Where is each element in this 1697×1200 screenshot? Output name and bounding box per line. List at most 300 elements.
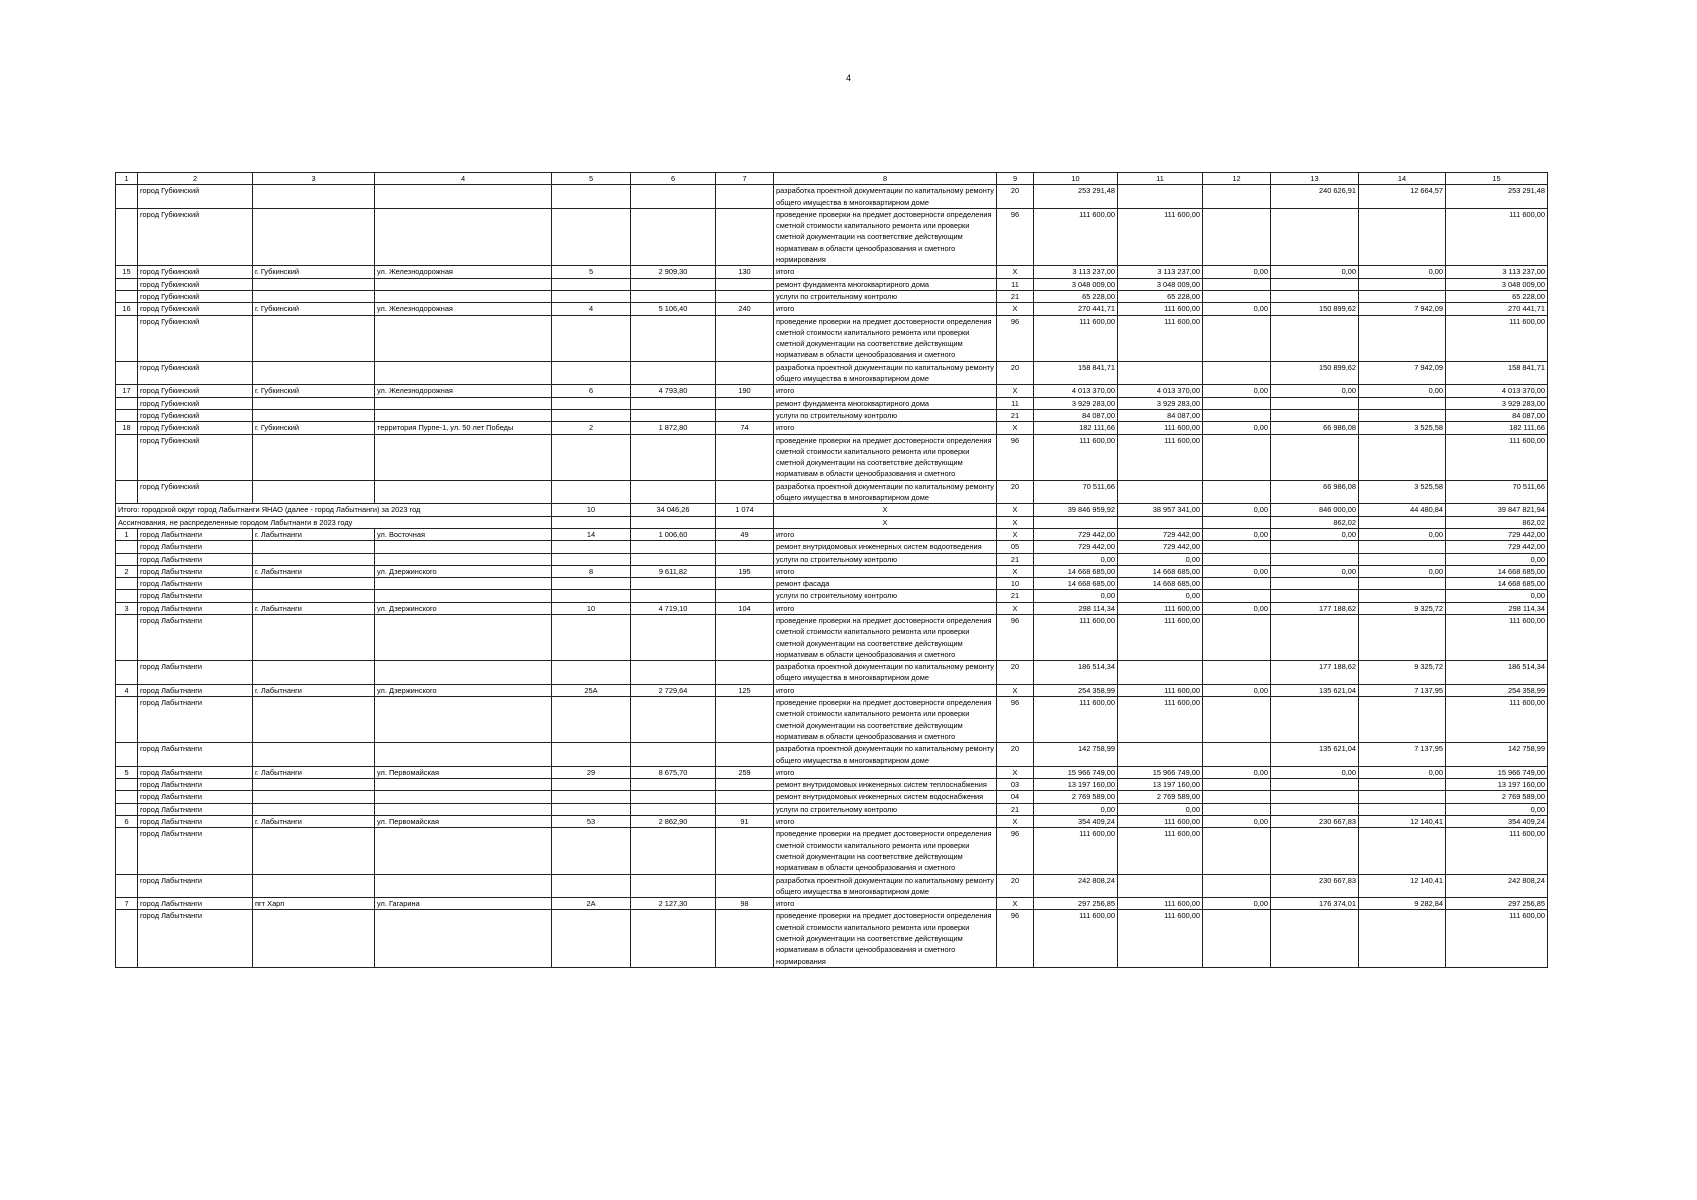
- table-cell: город Губкинский: [138, 480, 253, 504]
- table-cell: 7: [116, 898, 138, 910]
- table-cell: [253, 409, 375, 421]
- table-cell: город Губкинский: [138, 266, 253, 278]
- table-cell: [253, 779, 375, 791]
- table-cell: [253, 541, 375, 553]
- table-cell: 2 729,64: [631, 684, 716, 696]
- table-cell: 240: [716, 303, 774, 315]
- table-cell: [716, 697, 774, 743]
- table-cell: X: [997, 565, 1034, 577]
- table-cell: [1203, 743, 1271, 767]
- table-cell: [631, 578, 716, 590]
- table-cell: 3 525,58: [1359, 422, 1446, 434]
- table-cell: [1359, 697, 1446, 743]
- table-cell: город Лабытнанги: [138, 910, 253, 967]
- table-cell: [1359, 541, 1446, 553]
- table-cell: [1203, 803, 1271, 815]
- table-cell: 111 600,00: [1034, 315, 1118, 361]
- work-type-cell: проведение проверки на предмет достоверности определения сметной стоимости капитального ремонта или проверки сметной документации на соответствие действующим нормативам в области ценообразования и сметного: [774, 614, 997, 660]
- table-cell: 4 013 370,00: [1034, 385, 1118, 397]
- table-cell: 74: [716, 422, 774, 434]
- table-cell: [116, 697, 138, 743]
- table-cell: город Лабытнанги: [138, 590, 253, 602]
- table-cell: [631, 434, 716, 480]
- table-cell: 84 087,00: [1034, 409, 1118, 421]
- table-cell: [1359, 614, 1446, 660]
- table-cell: 195: [716, 565, 774, 577]
- table-cell: [1034, 516, 1118, 528]
- table-cell: 0,00: [1271, 385, 1359, 397]
- table-cell: [1203, 661, 1271, 685]
- column-header-1: 1: [116, 173, 138, 185]
- table-cell: [631, 409, 716, 421]
- table-cell: [253, 397, 375, 409]
- table-cell: 2 127,30: [631, 898, 716, 910]
- table-row: [116, 208, 1548, 265]
- table-cell: [716, 290, 774, 302]
- table-cell: 9 325,72: [1359, 602, 1446, 614]
- table-cell: 176 374,01: [1271, 898, 1359, 910]
- table-cell: 20: [997, 480, 1034, 504]
- table-cell: [116, 779, 138, 791]
- table-cell: 7 137,95: [1359, 684, 1446, 696]
- table-cell: [1118, 743, 1203, 767]
- table-cell: [1203, 578, 1271, 590]
- table-cell: территория Пурпе-1, ул. 50 лет Победы: [375, 422, 552, 434]
- table-cell: город Губкинский: [138, 290, 253, 302]
- table-cell: [552, 874, 631, 898]
- table-cell: 2: [552, 422, 631, 434]
- table-cell: [1118, 480, 1203, 504]
- table-cell: город Лабытнанги: [138, 684, 253, 696]
- work-type-cell: проведение проверки на предмет достоверности определения сметной стоимости капитального ремонта или проверки сметной документации на соответствие действующим нормативам в области ценообразования и сметного: [774, 434, 997, 480]
- table-cell: 3 048 009,00: [1034, 278, 1118, 290]
- table-cell: [1203, 480, 1271, 504]
- table-cell: 14 668 685,00: [1446, 578, 1548, 590]
- table-cell: 66 986,08: [1271, 480, 1359, 504]
- table-cell: 254 358,99: [1034, 684, 1118, 696]
- table-cell: 20: [997, 185, 1034, 209]
- table-cell: [116, 874, 138, 898]
- table-cell: [116, 910, 138, 967]
- table-cell: 39 847 821,94: [1446, 504, 1548, 516]
- table-cell: [552, 803, 631, 815]
- table-cell: [631, 480, 716, 504]
- table-cell: город Лабытнанги: [138, 614, 253, 660]
- table-body: [116, 185, 1548, 968]
- table-cell: [1359, 409, 1446, 421]
- table-cell: [716, 434, 774, 480]
- table-cell: 96: [997, 910, 1034, 967]
- table-cell: [1203, 697, 1271, 743]
- table-row: [116, 803, 1548, 815]
- table-cell: 44 480,84: [1359, 504, 1446, 516]
- table-cell: 111 600,00: [1446, 910, 1548, 967]
- table-cell: [116, 290, 138, 302]
- table-row: [116, 528, 1548, 540]
- table-cell: [1271, 828, 1359, 874]
- table-cell: [1271, 315, 1359, 361]
- table-cell: 111 600,00: [1118, 910, 1203, 967]
- table-cell: 14 668 685,00: [1034, 578, 1118, 590]
- table-cell: 190: [716, 385, 774, 397]
- column-header-3: 3: [253, 173, 375, 185]
- table-cell: [552, 208, 631, 265]
- table-cell: [116, 278, 138, 290]
- table-cell: 38 957 341,00: [1118, 504, 1203, 516]
- table-cell: город Губкинский: [138, 397, 253, 409]
- table-cell: [631, 661, 716, 685]
- table-cell: 96: [997, 315, 1034, 361]
- table-cell: [631, 516, 716, 528]
- work-type-cell: итого: [774, 266, 997, 278]
- table-cell: город Лабытнанги: [138, 528, 253, 540]
- table-cell: 0,00: [1271, 528, 1359, 540]
- table-cell: 186 514,34: [1034, 661, 1118, 685]
- table-row: [116, 434, 1548, 480]
- table-cell: [631, 791, 716, 803]
- table-cell: [375, 541, 552, 553]
- work-type-cell: итого: [774, 528, 997, 540]
- table-cell: [716, 661, 774, 685]
- table-cell: 25А: [552, 684, 631, 696]
- table-cell: X: [997, 816, 1034, 828]
- table-cell: [552, 278, 631, 290]
- table-cell: 14 668 685,00: [1118, 565, 1203, 577]
- table-cell: [1359, 208, 1446, 265]
- table-cell: 0,00: [1446, 590, 1548, 602]
- column-header-5: 5: [552, 173, 631, 185]
- table-cell: [631, 779, 716, 791]
- table-cell: [1203, 874, 1271, 898]
- table-cell: [253, 910, 375, 967]
- column-header-7: 7: [716, 173, 774, 185]
- table-cell: 150 899,62: [1271, 303, 1359, 315]
- table-cell: 2А: [552, 898, 631, 910]
- table-cell: [1203, 516, 1271, 528]
- work-type-cell: итого: [774, 766, 997, 778]
- work-type-cell: ремонт фундамента многоквартирного дома: [774, 397, 997, 409]
- table-cell: ул. Железнодорожная: [375, 303, 552, 315]
- table-cell: [716, 590, 774, 602]
- table-cell: 0,00: [1118, 553, 1203, 565]
- work-type-cell: ремонт внутридомовых инженерных систем теплоснабжения: [774, 779, 997, 791]
- table-cell: 0,00: [1446, 553, 1548, 565]
- table-cell: 21: [997, 409, 1034, 421]
- table-cell: 729 442,00: [1034, 528, 1118, 540]
- table-cell: [253, 791, 375, 803]
- table-cell: [375, 185, 552, 209]
- table-cell: [631, 910, 716, 967]
- table-cell: [1271, 614, 1359, 660]
- table-cell: 111 600,00: [1118, 422, 1203, 434]
- table-cell: 15 966 749,00: [1446, 766, 1548, 778]
- table-cell: 0,00: [1203, 303, 1271, 315]
- table-cell: 142 758,99: [1446, 743, 1548, 767]
- column-header-12: 12: [1203, 173, 1271, 185]
- table-cell: 13 197 160,00: [1118, 779, 1203, 791]
- table-cell: 0,00: [1118, 803, 1203, 815]
- table-cell: 65 228,00: [1446, 290, 1548, 302]
- table-cell: [552, 480, 631, 504]
- table-cell: 0,00: [1203, 766, 1271, 778]
- table-cell: город Губкинский: [138, 185, 253, 209]
- work-type-cell: услуги по строительному контролю: [774, 553, 997, 565]
- work-type-cell: итого: [774, 816, 997, 828]
- table-cell: 111 600,00: [1446, 434, 1548, 480]
- table-cell: 297 256,85: [1034, 898, 1118, 910]
- table-cell: 21: [997, 803, 1034, 815]
- summary-label: Ассигнования, не распределенные городом Лабытнанги в 2023 году: [116, 516, 552, 528]
- table-cell: 96: [997, 434, 1034, 480]
- table-cell: город Губкинский: [138, 361, 253, 385]
- table-cell: [116, 614, 138, 660]
- table-cell: 111 600,00: [1034, 434, 1118, 480]
- table-cell: город Лабытнанги: [138, 578, 253, 590]
- table-cell: 05: [997, 541, 1034, 553]
- table-cell: [1271, 208, 1359, 265]
- table-cell: 111 600,00: [1446, 697, 1548, 743]
- table-cell: ул. Первомайская: [375, 816, 552, 828]
- table-cell: [1203, 409, 1271, 421]
- column-header-6: 6: [631, 173, 716, 185]
- table-row: [116, 266, 1548, 278]
- table-cell: 15 966 749,00: [1034, 766, 1118, 778]
- table-cell: [1203, 541, 1271, 553]
- table-cell: 0,00: [1359, 528, 1446, 540]
- table-cell: [1271, 397, 1359, 409]
- table-cell: [1118, 361, 1203, 385]
- table-cell: 96: [997, 697, 1034, 743]
- table-cell: город Губкинский: [138, 303, 253, 315]
- table-cell: [631, 290, 716, 302]
- table-cell: X: [774, 504, 997, 516]
- table-cell: 125: [716, 684, 774, 696]
- table-row: [116, 303, 1548, 315]
- table-cell: 111 600,00: [1118, 816, 1203, 828]
- table-cell: ул. Дзержинского: [375, 684, 552, 696]
- table-cell: 177 188,62: [1271, 661, 1359, 685]
- table-cell: 96: [997, 614, 1034, 660]
- table-cell: город Лабытнанги: [138, 766, 253, 778]
- table-cell: X: [997, 385, 1034, 397]
- table-cell: ул. Дзержинского: [375, 565, 552, 577]
- table-cell: 177 188,62: [1271, 602, 1359, 614]
- table-row: [116, 743, 1548, 767]
- table-cell: 14 668 685,00: [1118, 578, 1203, 590]
- table-cell: [116, 361, 138, 385]
- work-type-cell: проведение проверки на предмет достоверности определения сметной стоимости капитального ремонта или проверки сметной документации на соответствие действующим нормативам в области ценообразования и сметного нормирования: [774, 910, 997, 967]
- table-row: [116, 480, 1548, 504]
- table-row: [116, 697, 1548, 743]
- table-cell: 0,00: [1271, 565, 1359, 577]
- table-cell: [116, 541, 138, 553]
- table-cell: 6: [552, 385, 631, 397]
- table-cell: [631, 361, 716, 385]
- column-header-11: 11: [1118, 173, 1203, 185]
- table-cell: [253, 578, 375, 590]
- table-cell: [375, 828, 552, 874]
- table-cell: 0,00: [1203, 898, 1271, 910]
- table-cell: [253, 743, 375, 767]
- table-cell: 729 442,00: [1034, 541, 1118, 553]
- table-row: [116, 578, 1548, 590]
- table-cell: 11: [997, 278, 1034, 290]
- table-cell: [253, 828, 375, 874]
- table-row: [116, 422, 1548, 434]
- table-cell: 135 621,04: [1271, 743, 1359, 767]
- table-row: [116, 874, 1548, 898]
- column-header-10: 10: [1034, 173, 1118, 185]
- table-cell: 14: [552, 528, 631, 540]
- table-row: [116, 397, 1548, 409]
- table-cell: [631, 590, 716, 602]
- table-cell: [116, 791, 138, 803]
- table-cell: 14 668 685,00: [1446, 565, 1548, 577]
- table-cell: 111 600,00: [1034, 208, 1118, 265]
- table-cell: 4: [116, 684, 138, 696]
- table-cell: [253, 290, 375, 302]
- table-cell: [253, 697, 375, 743]
- table-cell: город Лабытнанги: [138, 565, 253, 577]
- table-cell: [375, 361, 552, 385]
- table-cell: 21: [997, 590, 1034, 602]
- work-type-cell: итого: [774, 565, 997, 577]
- column-header-2: 2: [138, 173, 253, 185]
- table-cell: 20: [997, 361, 1034, 385]
- table-cell: [375, 278, 552, 290]
- table-cell: 111 600,00: [1118, 315, 1203, 361]
- table-cell: [1271, 910, 1359, 967]
- table-cell: [1203, 397, 1271, 409]
- table-cell: [716, 779, 774, 791]
- table-cell: 11: [997, 397, 1034, 409]
- table-cell: [716, 803, 774, 815]
- table-cell: город Лабытнанги: [138, 553, 253, 565]
- table-cell: [253, 278, 375, 290]
- table-cell: 240 626,91: [1271, 185, 1359, 209]
- table-cell: город Лабытнанги: [138, 803, 253, 815]
- table-cell: [1271, 779, 1359, 791]
- table-cell: [253, 614, 375, 660]
- summary-label: Итого: городской округ город Лабытнанги ЯНАО (далее - город Лабытнанги) за 2023 год: [116, 504, 552, 516]
- table-cell: [116, 590, 138, 602]
- table-cell: [253, 661, 375, 685]
- table-cell: 5 106,40: [631, 303, 716, 315]
- table-cell: 65 228,00: [1118, 290, 1203, 302]
- work-type-cell: услуги по строительному контролю: [774, 803, 997, 815]
- table-cell: 111 600,00: [1118, 602, 1203, 614]
- table-cell: [552, 743, 631, 767]
- table-cell: [631, 803, 716, 815]
- table-cell: 1: [116, 528, 138, 540]
- table-cell: 111 600,00: [1118, 684, 1203, 696]
- table-cell: [631, 278, 716, 290]
- table-cell: 84 087,00: [1446, 409, 1548, 421]
- table-cell: [631, 874, 716, 898]
- table-cell: [375, 590, 552, 602]
- table-cell: [1359, 516, 1446, 528]
- table-cell: [375, 661, 552, 685]
- work-type-cell: разработка проектной документации по капитальному ремонту общего имущества в многоквартирном доме: [774, 743, 997, 767]
- table-cell: [116, 397, 138, 409]
- table-row: [116, 614, 1548, 660]
- work-type-cell: ремонт внутридомовых инженерных систем водоотведения: [774, 541, 997, 553]
- table-cell: [375, 743, 552, 767]
- table-cell: [1271, 278, 1359, 290]
- table-cell: 2 769 589,00: [1034, 791, 1118, 803]
- table-cell: город Лабытнанги: [138, 791, 253, 803]
- table-cell: [716, 828, 774, 874]
- table-cell: [631, 397, 716, 409]
- table-cell: X: [997, 266, 1034, 278]
- work-type-cell: разработка проектной документации по капитальному ремонту общего имущества в многоквартирном доме: [774, 661, 997, 685]
- table-cell: 1 074: [716, 504, 774, 516]
- table-cell: 729 442,00: [1446, 541, 1548, 553]
- table-cell: 10: [552, 504, 631, 516]
- table-cell: [1203, 828, 1271, 874]
- table-row: [116, 791, 1548, 803]
- work-type-cell: итого: [774, 303, 997, 315]
- table-cell: [253, 208, 375, 265]
- table-cell: 17: [116, 385, 138, 397]
- table-cell: [716, 578, 774, 590]
- table-cell: [716, 910, 774, 967]
- table-cell: [375, 290, 552, 302]
- table-cell: 242 808,24: [1034, 874, 1118, 898]
- table-cell: город Лабытнанги: [138, 828, 253, 874]
- table-cell: [552, 828, 631, 874]
- table-cell: [1359, 803, 1446, 815]
- table-cell: 4: [552, 303, 631, 315]
- table-cell: [116, 315, 138, 361]
- work-type-cell: итого: [774, 898, 997, 910]
- table-cell: 1 872,80: [631, 422, 716, 434]
- table-row: [116, 684, 1548, 696]
- table-cell: 0,00: [1203, 422, 1271, 434]
- table-cell: [375, 791, 552, 803]
- table-header: [116, 173, 1548, 185]
- table-cell: [1359, 290, 1446, 302]
- table-cell: [552, 361, 631, 385]
- table-row: [116, 409, 1548, 421]
- work-type-cell: проведение проверки на предмет достоверности определения сметной стоимости капитального ремонта или проверки сметной документации на соответствие действующим нормативам в области ценообразования и сметного: [774, 697, 997, 743]
- table-cell: X: [774, 516, 997, 528]
- table-cell: [1359, 553, 1446, 565]
- table-cell: город Губкинский: [138, 278, 253, 290]
- page-number: 4: [845, 73, 851, 83]
- table-cell: город Лабытнанги: [138, 661, 253, 685]
- table-cell: [253, 361, 375, 385]
- table-cell: [716, 614, 774, 660]
- table-cell: [552, 185, 631, 209]
- table-cell: [716, 208, 774, 265]
- table-cell: [1271, 541, 1359, 553]
- table-cell: 70 511,66: [1446, 480, 1548, 504]
- table-cell: 1 006,60: [631, 528, 716, 540]
- table-row: [116, 565, 1548, 577]
- table-row: [116, 541, 1548, 553]
- work-type-cell: итого: [774, 684, 997, 696]
- column-header-8: 8: [774, 173, 997, 185]
- table-row: [116, 816, 1548, 828]
- table-cell: 29: [552, 766, 631, 778]
- table-cell: г. Лабытнанги: [253, 816, 375, 828]
- table-cell: 0,00: [1118, 590, 1203, 602]
- table-cell: 0,00: [1359, 766, 1446, 778]
- table-cell: 2: [116, 565, 138, 577]
- work-type-cell: ремонт фасада: [774, 578, 997, 590]
- table-cell: город Лабытнанги: [138, 602, 253, 614]
